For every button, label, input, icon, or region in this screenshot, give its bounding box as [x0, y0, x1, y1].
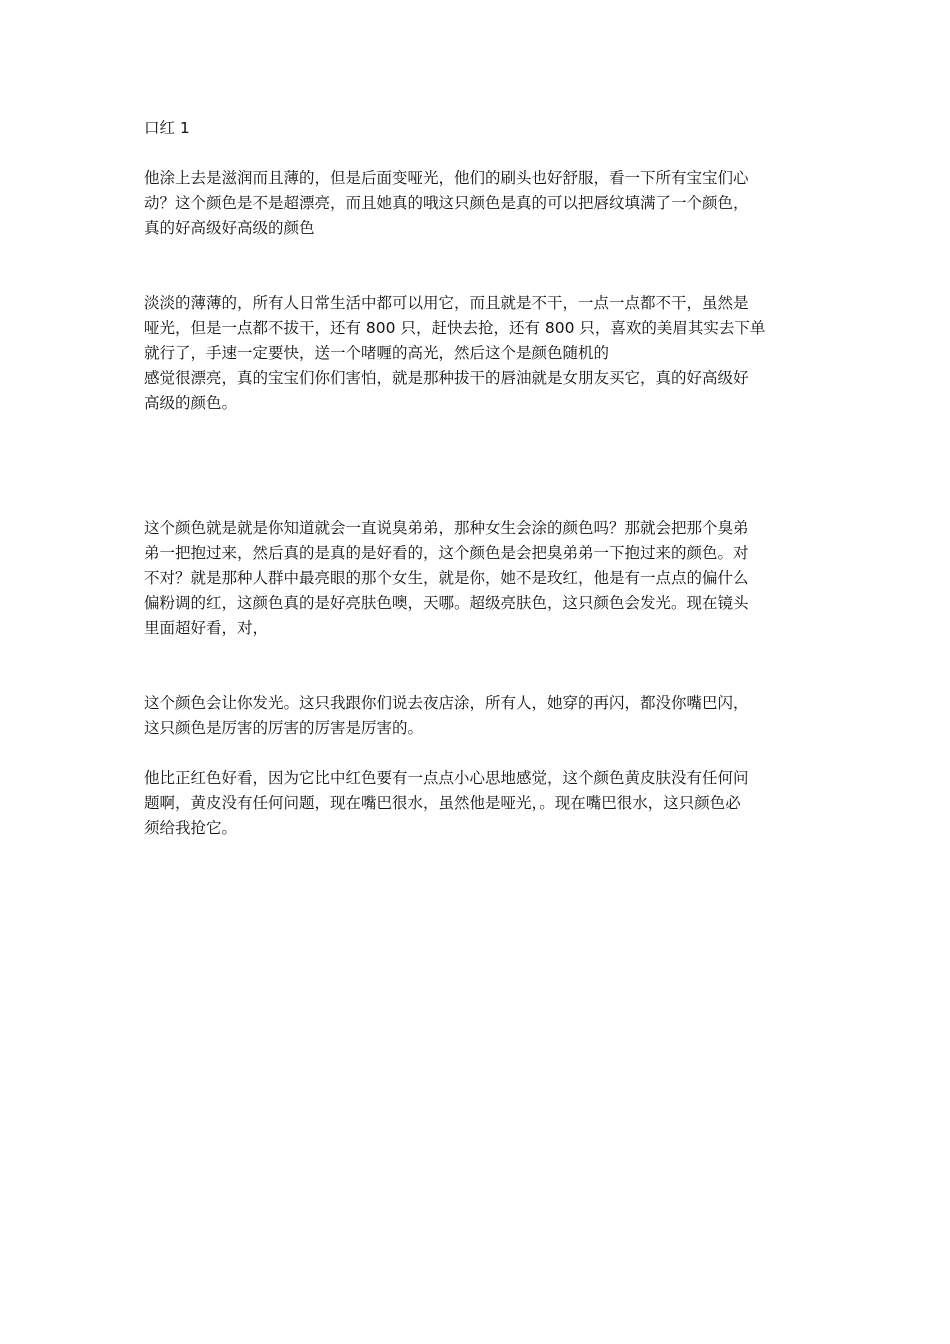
text-line: 他涂上去是滋润而且薄的，但是后面变哑光，他们的刷头也好舒服，看一下所有宝宝们心	[144, 169, 749, 187]
text-line: 感觉很漂亮，真的宝宝们你们害怕，就是那种拔干的唇油就是女朋友买它，真的好高级好	[144, 369, 749, 387]
text-line: 就行了，手速一定要快，送一个啫喱的高光，然后这个是颜色随机的	[144, 344, 610, 362]
spacer	[144, 741, 812, 766]
document-body	[144, 116, 812, 841]
paragraph-2	[144, 291, 812, 416]
paragraph-3	[144, 516, 812, 641]
text-line: 须给我抢它。	[144, 819, 238, 837]
spacer	[144, 241, 812, 291]
spacer	[144, 641, 812, 691]
text-line: 弟一把抱过来，然后真的是真的是好看的，这个颜色是会把臭弟弟一下抱过来的颜色。对	[144, 544, 749, 562]
text-line: 哑光，但是一点都不拔干，还有 800 只，赶快去抢，还有 800 只，喜欢的美眉其实去下单	[144, 319, 766, 337]
text-line: 题啊，黄皮没有任何问题，现在嘴巴很水，虽然他是哑光，。现在嘴巴很水，这只颜色必	[144, 794, 741, 812]
text-line: 高级的颜色。	[144, 394, 238, 412]
text-line: 不对？就是那种人群中最亮眼的那个女生，就是你，她不是玫红，他是有一点点的偏什么	[144, 569, 749, 587]
paragraph-5	[144, 766, 812, 841]
text-line: 真的好高级好高级的颜色	[144, 219, 315, 237]
text-line: 他比正红色好看，因为它比中红色要有一点点小心思地感觉，这个颜色黄皮肤没有任何问	[144, 769, 749, 787]
paragraph-4	[144, 691, 812, 741]
text-line: 里面超好看，对，	[144, 619, 269, 637]
text-line: 这个颜色就是就是你知道就会一直说臭弟弟，那种女生会涂的颜色吗？那就会把那个臭弟	[144, 519, 749, 537]
paragraph-1	[144, 166, 812, 241]
text-line: 动？这个颜色是不是超漂亮，而且她真的哦这只颜色是真的可以把唇纹填满了一个颜色，	[144, 194, 749, 212]
document-title: 口红 1	[144, 119, 190, 137]
text-line: 偏粉调的红，这颜色真的是好亮肤色噢，天哪。超级亮肤色，这只颜色会发光。现在镜头	[144, 594, 749, 612]
spacer	[144, 416, 812, 516]
text-line: 这只颜色是厉害的厉害的厉害是厉害的。	[144, 719, 424, 737]
text-line: 淡淡的薄薄的，所有人日常生活中都可以用它，而且就是不干，一点一点都不干，虽然是	[144, 294, 749, 312]
spacer	[144, 141, 812, 166]
text-line: 这个颜色会让你发光。这只我跟你们说去夜店涂，所有人，她穿的再闪，都没你嘴巴闪，	[144, 694, 749, 712]
